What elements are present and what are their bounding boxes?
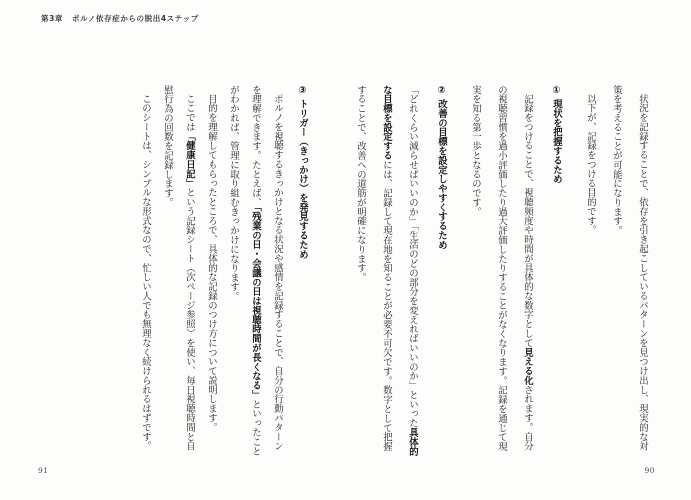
page-number-left: 91 — [38, 466, 49, 475]
paragraph — [156, 85, 200, 459]
body-text: このシートは、シンプルな形式なので、忙しい人でも無理なく続けられるはずです。 — [140, 94, 151, 452]
body-text: ここでは — [184, 94, 195, 132]
body-text: 記録をつけることで、視聴頻度や時間が具体的な数字として — [522, 94, 533, 348]
chapter-title: ポルノ依存症からの脱出4ステップ — [72, 14, 199, 23]
emphasis-text: 具体的な目標を設定する — [381, 85, 418, 456]
body-text: には、記録して現在地を知ることが必要不可欠です。数字として把握することで、改善への道筋が明確になります。 — [355, 85, 392, 452]
emphasis-text: ① 現状を把握するため — [551, 85, 562, 184]
paragraph — [462, 85, 540, 459]
paragraph — [200, 85, 222, 459]
page-left-text — [134, 85, 313, 459]
body-text: ポルノを視聴するきっかけとなる状況や感情を記録することで、自分の行動パターンを理解できます。たとえば、 — [250, 85, 283, 452]
emphasis-text: 見える化 — [522, 347, 533, 386]
emphasis-text: 「残業の日・会議の日は視聴時間が長くなる」 — [250, 207, 261, 400]
paragraph — [603, 85, 655, 459]
chapter-label: 第3章 — [41, 14, 64, 23]
section-heading — [543, 85, 569, 459]
body-text: 目的を理解してもらったところで、具体的な記録のつけ方について説明します。 — [206, 94, 217, 433]
body-text: 状況を記録することで、依存を引き起こしているパターンを見つけ出し、現実的な対策を考えることが可能になります。 — [611, 85, 648, 452]
body-text: されます。自分の視聴習慣を過小評価したり過大評価したりすることがなくなります。記録を通じて現実を知る第一歩となるのです。 — [470, 85, 533, 452]
body-text: という記録シート（次ページ参照）を使い、毎日視聴時間と自慰行為の回数を記録します。 — [162, 85, 195, 452]
page-number-right: 90 — [644, 466, 655, 475]
paragraph — [222, 85, 288, 459]
paragraph — [347, 85, 425, 459]
section-heading — [428, 85, 454, 459]
emphasis-text: 「健康日記」 — [184, 131, 195, 189]
body-text: 以下が、記録をつける目的です。 — [585, 94, 596, 236]
section-heading — [291, 85, 313, 459]
paragraph — [577, 85, 603, 459]
body-text: といったことがわかれば、管理に取り組むきっかけになります。 — [228, 85, 261, 456]
emphasis-text: ③ トリガー（きっかけ）を発見するため — [297, 85, 308, 259]
page-right-text — [347, 85, 655, 459]
running-head — [41, 13, 199, 24]
body-text: 「どれくらい減らせばいいのか」「生活のどの部分を変えればいいのか」といった — [407, 85, 418, 428]
paragraph — [134, 85, 156, 459]
emphasis-text: ② 改善の目標を設定しやすくするため — [436, 85, 447, 250]
